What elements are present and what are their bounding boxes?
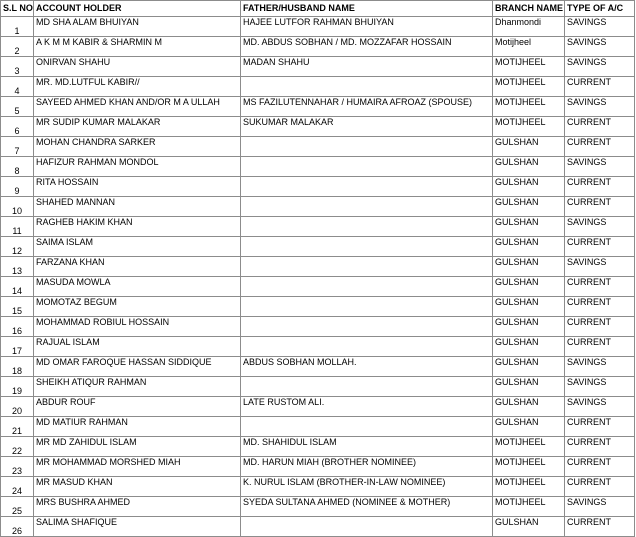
branch-cell — [493, 397, 565, 417]
sl-no-cell — [1, 437, 34, 457]
account-holder-cell-text: A K M M KABIR & SHARMIN M — [36, 37, 163, 47]
branch-cell — [493, 417, 565, 437]
father-husband-cell — [241, 517, 493, 537]
table-row — [1, 277, 635, 297]
account-holder-cell — [34, 417, 241, 437]
account-holder-cell-text: MD MATIUR RAHMAN — [36, 417, 128, 427]
sl-no-cell-text: 6 — [14, 126, 20, 136]
table-row — [1, 157, 635, 177]
account-holder-cell-text: RAJUAL ISLAM — [36, 337, 100, 347]
branch-cell — [493, 57, 565, 77]
branch-cell — [493, 497, 565, 517]
account-holder-cell — [34, 477, 241, 497]
branch-cell — [493, 317, 565, 337]
branch-cell-text: MOTIJHEEL — [495, 497, 546, 507]
account-type-cell-text: SAVINGS — [567, 497, 607, 507]
account-holder-cell — [34, 257, 241, 277]
branch-cell-text: GULSHAN — [495, 217, 539, 227]
father-husband-cell-text: HAJEE LUTFOR RAHMAN BHUIYAN — [243, 17, 394, 27]
account-holder-cell-text: RAGHEB HAKIM KHAN — [36, 217, 133, 227]
sl-no-cell — [1, 177, 34, 197]
account-holder-cell — [34, 497, 241, 517]
account-type-cell-text: CURRENT — [567, 137, 611, 147]
account-type-cell — [565, 517, 635, 537]
branch-cell-text: Dhanmondi — [495, 17, 542, 27]
father-husband-cell — [241, 477, 493, 497]
branch-cell-text: GULSHAN — [495, 157, 539, 167]
branch-cell — [493, 477, 565, 497]
sl-no-cell — [1, 397, 34, 417]
sl-no-cell-text: 25 — [11, 506, 22, 516]
branch-cell — [493, 197, 565, 217]
branch-cell-text: GULSHAN — [495, 337, 539, 347]
table-row — [1, 417, 635, 437]
account-holder-cell-text: SAIMA ISLAM — [36, 237, 94, 247]
branch-cell-text: MOTIJHEEL — [495, 477, 546, 487]
account-holder-cell-text: SAYEED AHMED KHAN AND/OR M A ULLAH — [36, 97, 220, 107]
branch-cell — [493, 37, 565, 57]
sl-no-cell — [1, 257, 34, 277]
account-type-cell-text: CURRENT — [567, 337, 611, 347]
branch-cell-text: GULSHAN — [495, 257, 539, 267]
sl-no-cell-text: 17 — [11, 346, 22, 356]
header-type: TYPE OF A/C — [565, 1, 635, 17]
branch-cell — [493, 297, 565, 317]
branch-cell-text: MOTIJHEEL — [495, 117, 546, 127]
branch-cell — [493, 337, 565, 357]
account-holder-cell — [34, 357, 241, 377]
branch-cell-text: GULSHAN — [495, 357, 539, 367]
sl-no-cell-text: 4 — [14, 86, 20, 96]
account-holder-cell — [34, 117, 241, 137]
sl-no-cell — [1, 217, 34, 237]
father-husband-cell — [241, 457, 493, 477]
branch-cell-text: GULSHAN — [495, 397, 539, 407]
account-holder-cell — [34, 237, 241, 257]
account-holder-cell — [34, 437, 241, 457]
branch-cell — [493, 157, 565, 177]
account-type-cell — [565, 457, 635, 477]
account-type-cell — [565, 377, 635, 397]
branch-cell — [493, 97, 565, 117]
branch-cell-text: MOTIJHEEL — [495, 57, 546, 67]
branch-cell-text: GULSHAN — [495, 177, 539, 187]
branch-cell-text: GULSHAN — [495, 317, 539, 327]
sl-no-cell — [1, 317, 34, 337]
father-husband-cell — [241, 157, 493, 177]
sl-no-cell-text: 20 — [11, 406, 22, 416]
account-type-cell-text: SAVINGS — [567, 217, 607, 227]
table-row — [1, 17, 635, 37]
branch-cell-text: MOTIJHEEL — [495, 437, 546, 447]
account-type-cell — [565, 477, 635, 497]
sl-no-cell-text: 16 — [11, 326, 22, 336]
table-row — [1, 197, 635, 217]
account-holder-cell-text: FARZANA KHAN — [36, 257, 105, 267]
account-holder-cell-text: MR. MD.LUTFUL KABIR// — [36, 77, 140, 87]
sl-no-cell-text: 22 — [11, 446, 22, 456]
father-husband-cell — [241, 317, 493, 337]
father-husband-cell-text: MADAN SHAHU — [243, 57, 310, 67]
sl-no-cell — [1, 457, 34, 477]
account-type-cell-text: CURRENT — [567, 477, 611, 487]
father-husband-cell — [241, 57, 493, 77]
account-holder-cell — [34, 277, 241, 297]
table-row — [1, 237, 635, 257]
branch-cell-text: GULSHAN — [495, 297, 539, 307]
account-type-cell-text: SAVINGS — [567, 397, 607, 407]
sl-no-cell — [1, 57, 34, 77]
account-holder-cell-text: MR MASUD KHAN — [36, 477, 113, 487]
account-type-cell — [565, 117, 635, 137]
branch-cell-text: GULSHAN — [495, 517, 539, 527]
sl-no-cell-text: 7 — [14, 146, 20, 156]
account-type-cell — [565, 437, 635, 457]
father-husband-cell — [241, 437, 493, 457]
sl-no-cell-text: 13 — [11, 266, 22, 276]
account-type-cell-text: CURRENT — [567, 417, 611, 427]
table-row — [1, 217, 635, 237]
sl-no-cell-text: 14 — [11, 286, 22, 296]
father-husband-cell — [241, 257, 493, 277]
sl-no-cell-text: 5 — [14, 106, 20, 116]
header-sl-no: S.L NO — [1, 1, 34, 17]
account-type-cell — [565, 277, 635, 297]
branch-cell — [493, 217, 565, 237]
branch-cell-text: GULSHAN — [495, 197, 539, 207]
account-holder-cell-text: MRS BUSHRA AHMED — [36, 497, 131, 507]
branch-cell-text: Motijheel — [495, 37, 532, 47]
sl-no-cell — [1, 117, 34, 137]
father-husband-cell-text: K. NURUL ISLAM (BROTHER-IN-LAW NOMINEE) — [243, 477, 446, 487]
account-holder-cell-text: RITA HOSSAIN — [36, 177, 99, 187]
sl-no-cell-text: 8 — [14, 166, 20, 176]
table-row — [1, 177, 635, 197]
branch-cell-text: GULSHAN — [495, 417, 539, 427]
account-type-cell — [565, 177, 635, 197]
branch-cell — [493, 357, 565, 377]
header-father-husband: FATHER/HUSBAND NAME — [241, 1, 493, 17]
account-holder-cell — [34, 337, 241, 357]
father-husband-cell — [241, 297, 493, 317]
sl-no-cell — [1, 17, 34, 37]
account-holder-cell-text: MASUDA MOWLA — [36, 277, 111, 287]
sl-no-cell — [1, 77, 34, 97]
sl-no-cell — [1, 157, 34, 177]
header-branch: BRANCH NAME — [493, 1, 565, 17]
table-row — [1, 137, 635, 157]
account-holder-cell — [34, 137, 241, 157]
father-husband-cell-text: MD. HARUN MIAH (BROTHER NOMINEE) — [243, 457, 416, 467]
account-holder-cell-text: MD OMAR FAROQUE HASSAN SIDDIQUE — [36, 357, 212, 367]
account-holder-cell-text: HAFIZUR RAHMAN MONDOL — [36, 157, 159, 167]
branch-cell — [493, 137, 565, 157]
account-holder-cell-text: MR SUDIP KUMAR MALAKAR — [36, 117, 161, 127]
account-type-cell-text: SAVINGS — [567, 357, 607, 367]
father-husband-cell — [241, 217, 493, 237]
father-husband-cell — [241, 137, 493, 157]
account-type-cell — [565, 137, 635, 157]
sl-no-cell-text: 26 — [11, 526, 22, 536]
branch-cell — [493, 77, 565, 97]
table-row — [1, 357, 635, 377]
sl-no-cell — [1, 357, 34, 377]
account-type-cell — [565, 237, 635, 257]
account-type-cell-text: SAVINGS — [567, 57, 607, 67]
sl-no-cell-text: 21 — [11, 426, 22, 436]
account-type-cell-text: SAVINGS — [567, 17, 607, 27]
account-holder-cell-text: MD SHA ALAM BHUIYAN — [36, 17, 139, 27]
sl-no-cell — [1, 477, 34, 497]
father-husband-cell-text: MS FAZILUTENNAHAR / HUMAIRA AFROAZ (SPOUSE) — [243, 97, 473, 107]
table-row — [1, 437, 635, 457]
father-husband-cell-text: LATE RUSTOM ALI. — [243, 397, 325, 407]
sl-no-cell — [1, 497, 34, 517]
account-type-cell — [565, 417, 635, 437]
branch-cell-text: GULSHAN — [495, 277, 539, 287]
father-husband-cell — [241, 377, 493, 397]
account-type-cell — [565, 297, 635, 317]
account-type-cell-text: CURRENT — [567, 437, 611, 447]
table-row — [1, 457, 635, 477]
table-row — [1, 317, 635, 337]
branch-cell-text: GULSHAN — [495, 237, 539, 247]
account-type-cell-text: CURRENT — [567, 117, 611, 127]
father-husband-cell — [241, 37, 493, 57]
sl-no-cell-text: 2 — [14, 46, 20, 56]
branch-cell-text: MOTIJHEEL — [495, 77, 546, 87]
account-type-cell — [565, 57, 635, 77]
account-holder-cell-text: SHAHED MANNAN — [36, 197, 116, 207]
account-holder-cell — [34, 177, 241, 197]
account-type-cell — [565, 97, 635, 117]
table-row — [1, 37, 635, 57]
account-type-cell — [565, 77, 635, 97]
branch-cell — [493, 377, 565, 397]
account-type-cell — [565, 357, 635, 377]
table-row — [1, 517, 635, 537]
branch-cell — [493, 177, 565, 197]
father-husband-cell-text: MD. ABDUS SOBHAN / MD. MOZZAFAR HOSSAIN — [243, 37, 452, 47]
account-type-cell — [565, 217, 635, 237]
account-holder-cell — [34, 77, 241, 97]
account-type-cell — [565, 397, 635, 417]
account-holder-cell — [34, 317, 241, 337]
sl-no-cell-text: 24 — [11, 486, 22, 496]
account-holder-cell — [34, 217, 241, 237]
father-husband-cell-text: ABDUS SOBHAN MOLLAH. — [243, 357, 357, 367]
sl-no-cell — [1, 417, 34, 437]
table-row — [1, 97, 635, 117]
sl-no-cell — [1, 297, 34, 317]
account-type-cell — [565, 197, 635, 217]
sl-no-cell-text: 12 — [11, 246, 22, 256]
table-row — [1, 397, 635, 417]
account-holder-cell-text: SALIMA SHAFIQUE — [36, 517, 118, 527]
father-husband-cell — [241, 357, 493, 377]
account-holder-cell-text: ONIRVAN SHAHU — [36, 57, 111, 67]
father-husband-cell — [241, 197, 493, 217]
account-holder-cell — [34, 57, 241, 77]
account-type-cell — [565, 37, 635, 57]
branch-cell-text: MOTIJHEEL — [495, 457, 546, 467]
sl-no-cell — [1, 197, 34, 217]
account-holder-cell — [34, 17, 241, 37]
account-holder-cell-text: MR MD ZAHIDUL ISLAM — [36, 437, 137, 447]
sl-no-cell-text: 11 — [12, 226, 22, 236]
branch-cell-text: GULSHAN — [495, 377, 539, 387]
father-husband-cell — [241, 497, 493, 517]
sl-no-cell — [1, 97, 34, 117]
table-row — [1, 477, 635, 497]
account-holder-cell — [34, 197, 241, 217]
father-husband-cell — [241, 397, 493, 417]
branch-cell — [493, 517, 565, 537]
sl-no-cell — [1, 37, 34, 57]
sl-no-cell-text: 15 — [11, 306, 22, 316]
father-husband-cell — [241, 237, 493, 257]
table-row — [1, 117, 635, 137]
header-row — [1, 1, 635, 17]
account-type-cell-text: SAVINGS — [567, 257, 607, 267]
account-type-cell-text: CURRENT — [567, 297, 611, 307]
account-type-cell-text: CURRENT — [567, 77, 611, 87]
branch-cell-text: MOTIJHEEL — [495, 97, 546, 107]
branch-cell — [493, 117, 565, 137]
table-row — [1, 77, 635, 97]
branch-cell — [493, 17, 565, 37]
table-row — [1, 337, 635, 357]
account-holder-cell-text: MOHAMMAD ROBIUL HOSSAIN — [36, 317, 170, 327]
account-type-cell-text: CURRENT — [567, 517, 611, 527]
account-type-cell-text: CURRENT — [567, 457, 611, 467]
sl-no-cell-text: 19 — [11, 386, 22, 396]
father-husband-cell-text: MD. SHAHIDUL ISLAM — [243, 437, 337, 447]
father-husband-cell — [241, 117, 493, 137]
father-husband-cell — [241, 77, 493, 97]
sl-no-cell-text: 1 — [14, 26, 20, 36]
account-holder-cell-text: MOMOTAZ BEGUM — [36, 297, 117, 307]
account-type-cell — [565, 317, 635, 337]
table-body — [1, 17, 635, 537]
account-holder-cell-text: MR MOHAMMAD MORSHED MIAH — [36, 457, 181, 467]
branch-cell — [493, 257, 565, 277]
account-type-cell-text: CURRENT — [567, 317, 611, 327]
account-holder-cell-text: ABDUR ROUF — [36, 397, 96, 407]
account-type-cell — [565, 257, 635, 277]
account-type-cell-text: CURRENT — [567, 237, 611, 247]
account-type-cell-text: SAVINGS — [567, 97, 607, 107]
father-husband-cell — [241, 277, 493, 297]
sl-no-cell-text: 18 — [11, 366, 22, 376]
account-holder-cell-text: MOHAN CHANDRA SARKER — [36, 137, 156, 147]
branch-cell — [493, 437, 565, 457]
sl-no-cell-text: 9 — [14, 186, 20, 196]
father-husband-cell — [241, 97, 493, 117]
account-holder-cell — [34, 37, 241, 57]
account-type-cell-text: CURRENT — [567, 177, 611, 187]
account-holder-cell — [34, 517, 241, 537]
account-type-cell — [565, 17, 635, 37]
account-type-cell-text: SAVINGS — [567, 157, 607, 167]
branch-cell — [493, 277, 565, 297]
table-row — [1, 497, 635, 517]
account-holder-cell — [34, 297, 241, 317]
account-holder-cell — [34, 157, 241, 177]
branch-cell-text: GULSHAN — [495, 137, 539, 147]
sl-no-cell — [1, 237, 34, 257]
sl-no-cell — [1, 337, 34, 357]
father-husband-cell — [241, 417, 493, 437]
sl-no-cell — [1, 137, 34, 157]
account-holder-cell — [34, 97, 241, 117]
table-row — [1, 377, 635, 397]
sl-no-cell-text: 3 — [14, 66, 20, 76]
account-type-cell-text: SAVINGS — [567, 37, 607, 47]
account-holder-cell — [34, 377, 241, 397]
table-row — [1, 297, 635, 317]
sl-no-cell — [1, 377, 34, 397]
sl-no-cell — [1, 517, 34, 537]
table-row — [1, 257, 635, 277]
sl-no-cell-text: 10 — [11, 206, 22, 216]
father-husband-cell — [241, 337, 493, 357]
account-holder-cell-text: SHEIKH ATIQUR RAHMAN — [36, 377, 147, 387]
father-husband-cell — [241, 177, 493, 197]
account-type-cell-text: CURRENT — [567, 197, 611, 207]
father-husband-cell-text: SUKUMAR MALAKAR — [243, 117, 334, 127]
father-husband-cell-text: SYEDA SULTANA AHMED (NOMINEE & MOTHER) — [243, 497, 451, 507]
account-type-cell-text: CURRENT — [567, 277, 611, 287]
account-holder-cell — [34, 397, 241, 417]
header-account-holder: ACCOUNT HOLDER — [34, 1, 241, 17]
branch-cell — [493, 237, 565, 257]
sl-no-cell — [1, 277, 34, 297]
account-type-cell — [565, 337, 635, 357]
branch-cell — [493, 457, 565, 477]
account-type-cell — [565, 497, 635, 517]
table-row — [1, 57, 635, 77]
account-type-cell — [565, 157, 635, 177]
account-holder-cell — [34, 457, 241, 477]
account-type-cell-text: SAVINGS — [567, 377, 607, 387]
sl-no-cell-text: 23 — [11, 466, 22, 476]
father-husband-cell — [241, 17, 493, 37]
